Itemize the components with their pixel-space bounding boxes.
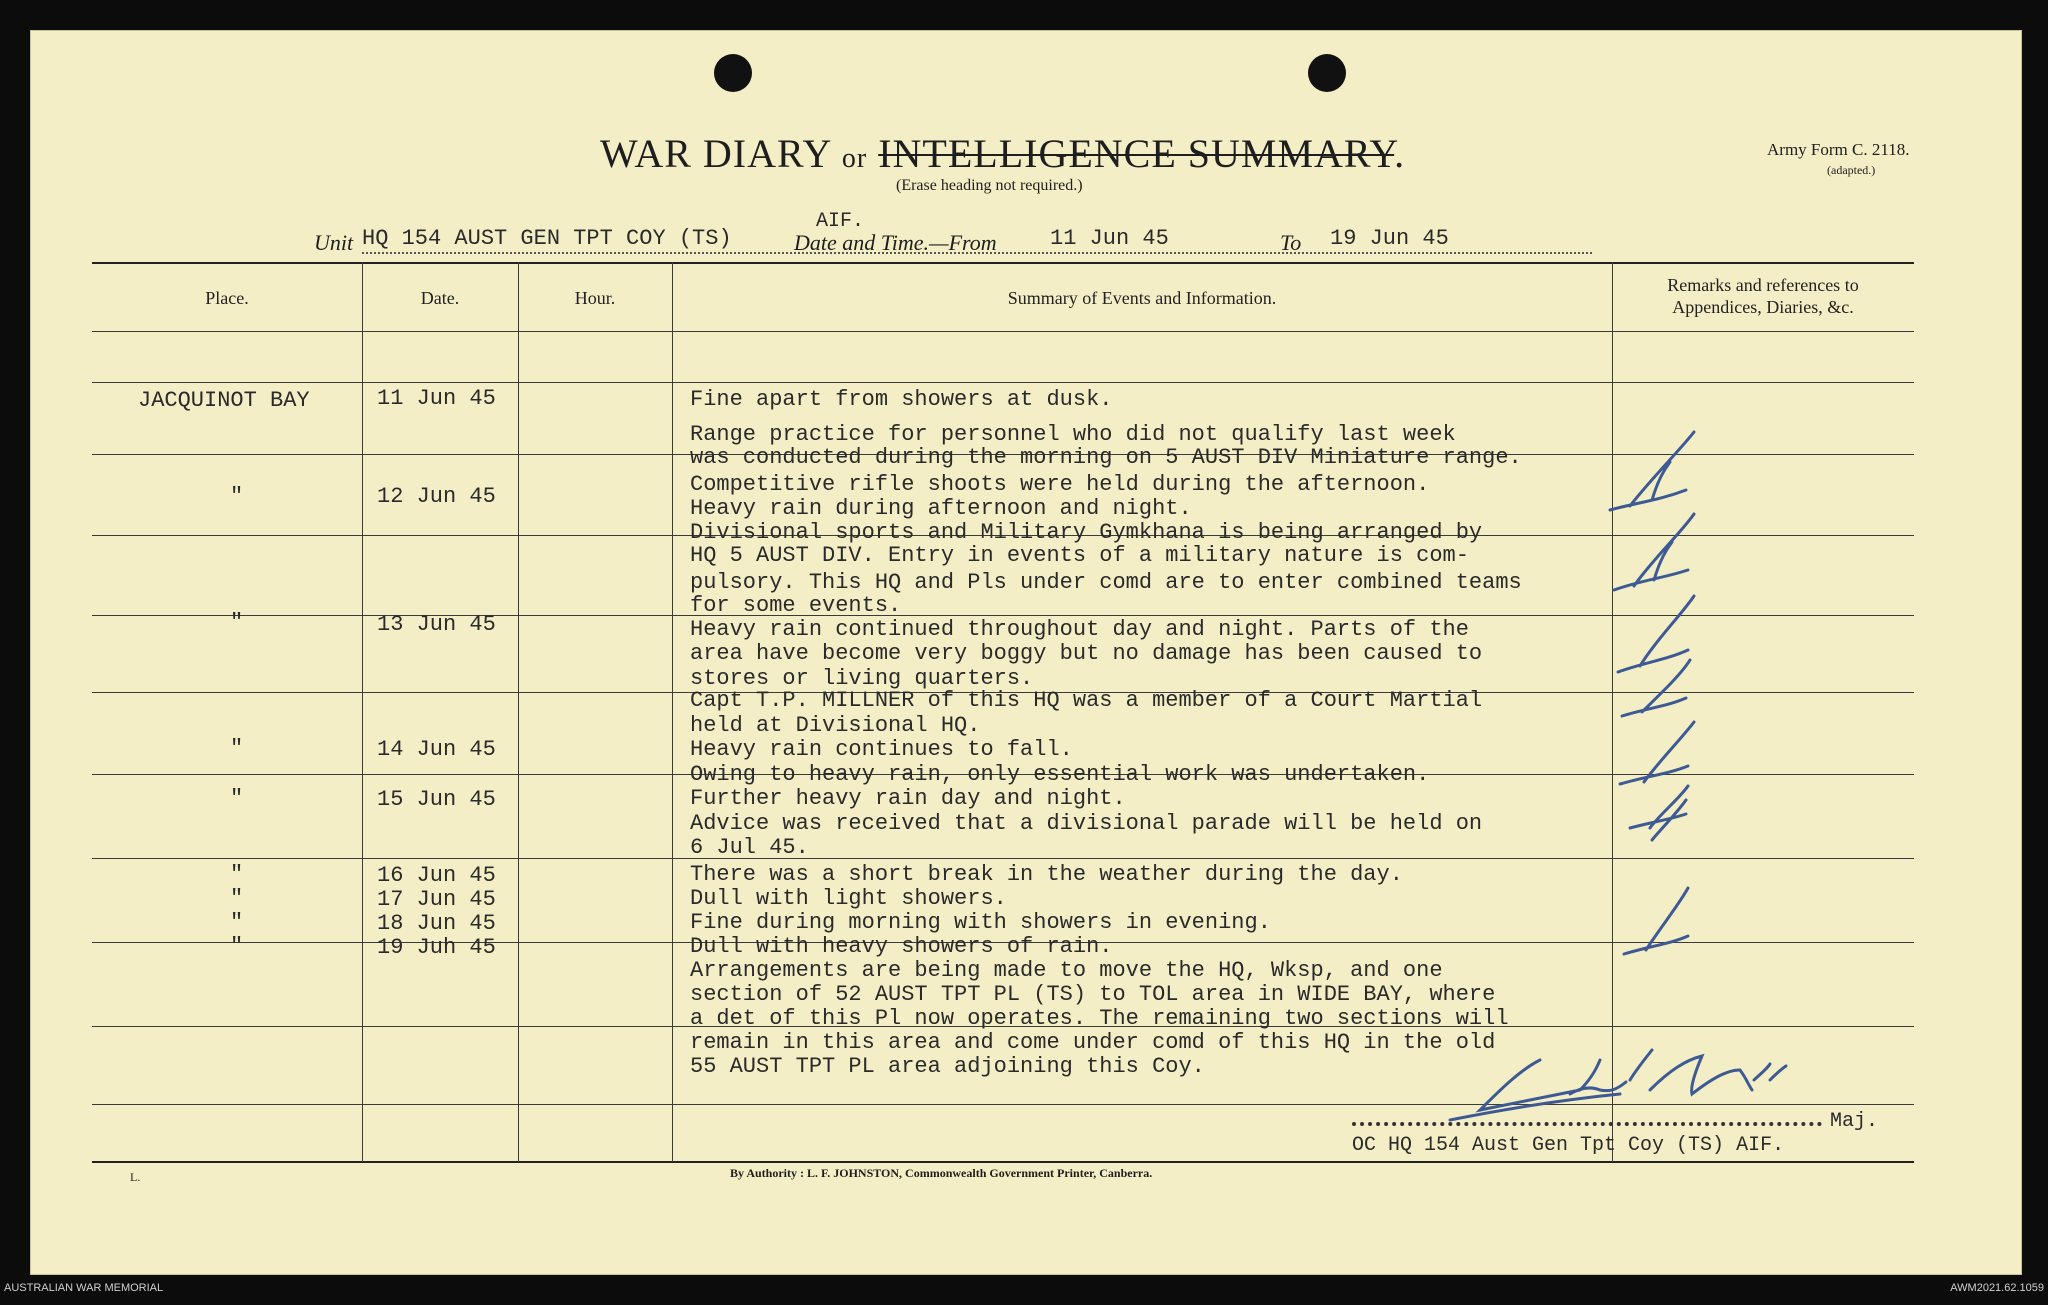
punch-hole-left bbox=[714, 54, 752, 92]
header-date: Date. bbox=[420, 288, 460, 308]
summary-line: Heavy rain continues to fall. bbox=[690, 737, 1073, 762]
entry-date: 19 Juh 45 bbox=[377, 935, 496, 960]
summary-line: Capt T.P. MILLNER of this HQ was a member of a Court Martial bbox=[690, 688, 1483, 713]
to-label: To bbox=[1280, 230, 1302, 255]
summary-line: for some events. bbox=[690, 593, 902, 618]
unit-dotted-rule bbox=[362, 252, 1592, 254]
summary-line: 6 Jul 45. bbox=[690, 835, 809, 860]
summary-line: Heavy rain continued throughout day and night. Parts of the bbox=[690, 617, 1469, 642]
erase-note: (Erase heading not required.) bbox=[896, 177, 1083, 194]
date-time-label: Date and Time.—From bbox=[794, 230, 997, 255]
punch-hole-right bbox=[1308, 54, 1346, 92]
entry-place: " bbox=[230, 484, 244, 509]
summary-line: Competitive rifle shoots were held during the afternoon. bbox=[690, 472, 1430, 497]
header-hour: Hour. bbox=[574, 288, 616, 308]
summary-line: Advice was received that a divisional parade will be held on bbox=[690, 811, 1483, 836]
row-rule bbox=[92, 382, 1914, 383]
header-summary: Summary of Events and Information. bbox=[1007, 288, 1277, 308]
entry-place: JACQUINOT BAY bbox=[138, 388, 310, 413]
summary-line: Fine apart from showers at dusk. bbox=[690, 387, 1113, 412]
printer-authority bbox=[730, 1166, 1152, 1181]
to-date: 19 Jun 45 bbox=[1330, 226, 1449, 251]
summary-line: HQ 5 AUST DIV. Entry in events of a military nature is com- bbox=[690, 543, 1469, 568]
unit-value: HQ 154 AUST GEN TPT COY (TS) bbox=[362, 226, 732, 251]
col-divider-place bbox=[362, 262, 363, 1162]
entry-date: 17 Jun 45 bbox=[377, 887, 496, 912]
entry-place: " bbox=[230, 910, 244, 935]
form-title bbox=[600, 130, 1405, 177]
authority-name: L. F. JOHNSTON, bbox=[807, 1166, 903, 1180]
summary-line: Dull with light showers. bbox=[690, 886, 1007, 911]
header-bottom-rule bbox=[92, 331, 1914, 332]
from-date: 11 Jun 45 bbox=[1050, 226, 1169, 251]
table-top-rule bbox=[92, 262, 1914, 264]
entry-place: " bbox=[230, 886, 244, 911]
title-or: or bbox=[841, 143, 868, 174]
entry-date: 11 Jun 45 bbox=[377, 386, 496, 411]
summary-line: section of 52 AUST TPT PL (TS) to TOL area in WIDE BAY, where bbox=[690, 982, 1496, 1007]
signature-appointment: OC HQ 154 Aust Gen Tpt Coy (TS) AIF. bbox=[1352, 1134, 1785, 1157]
unit-label: Unit bbox=[314, 230, 354, 255]
aif-mark: AIF. bbox=[816, 210, 865, 233]
archive-reference: AWM2021.62.1059 bbox=[1950, 1282, 2044, 1294]
entry-place: " bbox=[230, 862, 244, 887]
army-form-adapted: (adapted.) bbox=[1827, 163, 1876, 177]
handwritten-initials bbox=[1590, 410, 1750, 1110]
army-form-number: Army Form C. 2118. bbox=[1767, 140, 1910, 159]
title-war-diary: WAR DIARY bbox=[600, 131, 831, 176]
entry-place: " bbox=[230, 610, 244, 635]
archive-credit: AUSTRALIAN WAR MEMORIAL bbox=[4, 1282, 164, 1294]
summary-line: 55 AUST TPT PL area adjoining this Coy. bbox=[690, 1054, 1205, 1079]
entry-date: 14 Jun 45 bbox=[377, 737, 496, 762]
summary-line: remain in this area and come under comd of this HQ in the old bbox=[690, 1030, 1496, 1055]
table-bottom-rule bbox=[92, 1161, 1914, 1163]
commanding-officer-signature bbox=[1440, 1030, 1860, 1150]
entry-date: 13 Jun 45 bbox=[377, 612, 496, 637]
header-remarks-line2: Appendices, Diaries, &c. bbox=[1672, 297, 1854, 317]
war-diary-page bbox=[30, 30, 2022, 1275]
form-mark: L. bbox=[130, 1170, 141, 1184]
summary-line: Dull with heavy showers of rain. bbox=[690, 934, 1113, 959]
summary-line: held at Divisional HQ. bbox=[690, 713, 981, 738]
summary-line: pulsory. This HQ and Pls under comd are to enter combined teams bbox=[690, 570, 1522, 595]
col-divider-hour bbox=[672, 262, 673, 1162]
summary-line: Further heavy rain day and night. bbox=[690, 786, 1126, 811]
signature-rank: Maj. bbox=[1830, 1110, 1879, 1133]
col-divider-date bbox=[518, 262, 519, 1162]
title-period: . bbox=[1394, 131, 1406, 176]
entry-date: 16 Jun 45 bbox=[377, 863, 496, 888]
summary-line: Divisional sports and Military Gymkhana is being arranged by bbox=[690, 520, 1483, 545]
entry-date: 12 Jun 45 bbox=[377, 484, 496, 509]
entry-place: " bbox=[230, 934, 244, 959]
archive-footer-bar bbox=[0, 1275, 2048, 1305]
authority-prefix: By Authority : bbox=[730, 1166, 805, 1180]
summary-line: area have become very boggy but no damage has been caused to bbox=[690, 641, 1483, 666]
summary-line: There was a short break in the weather during the day. bbox=[690, 862, 1403, 887]
entry-place: " bbox=[230, 786, 244, 811]
header-place: Place. bbox=[205, 288, 249, 308]
authority-rest: Commonwealth Government Printer, Canberra. bbox=[905, 1166, 1153, 1180]
summary-line: was conducted during the morning on 5 AUST DIV Miniature range. bbox=[690, 445, 1522, 470]
header-remarks-line1: Remarks and references to bbox=[1667, 275, 1859, 295]
summary-line: Arrangements are being made to move the HQ, Wksp, and one bbox=[690, 958, 1443, 983]
entry-date: 18 Jun 45 bbox=[377, 911, 496, 936]
entry-date: 15 Jun 45 bbox=[377, 787, 496, 812]
entry-place: " bbox=[230, 736, 244, 761]
summary-line: Owing to heavy rain, only essential work was undertaken. bbox=[690, 762, 1430, 787]
summary-line: stores or living quarters. bbox=[690, 666, 1034, 691]
summary-line: Range practice for personnel who did not qualify last week bbox=[690, 422, 1456, 447]
summary-line: Fine during morning with showers in evening. bbox=[690, 910, 1271, 935]
summary-line: Heavy rain during afternoon and night. bbox=[690, 496, 1192, 521]
title-struck: INTELLIGENCE SUMMARY bbox=[878, 131, 1395, 176]
signature-dotted-rule bbox=[1352, 1122, 1822, 1126]
summary-line: a det of this Pl now operates. The remaining two sections will bbox=[690, 1006, 1509, 1031]
